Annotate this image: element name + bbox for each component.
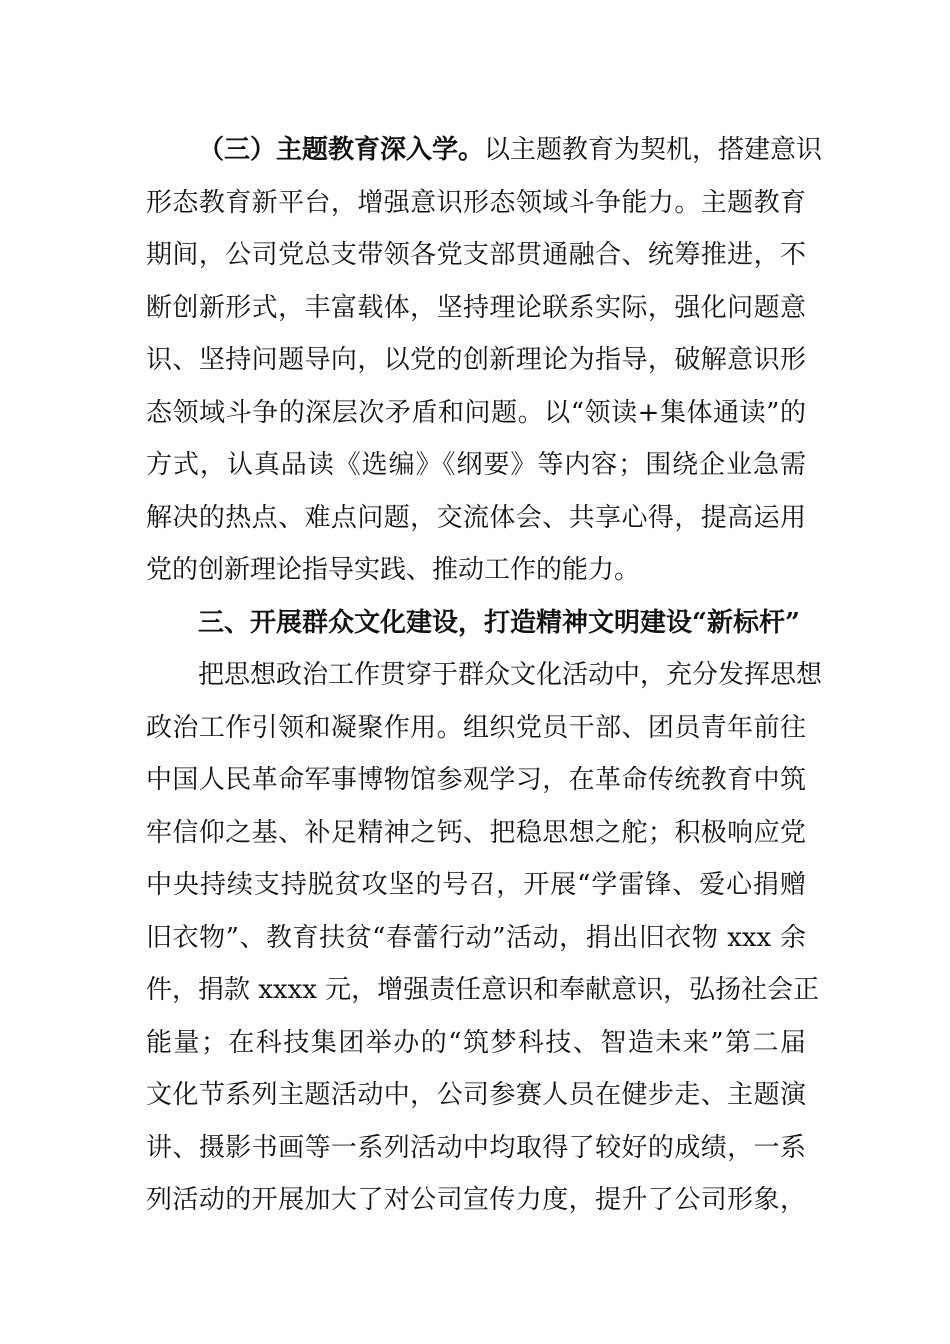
paragraph-line: 文化节系列主题活动中，公司参赛人员在健步走、主题演 [146, 1080, 806, 1110]
paragraph-line: 中央持续支持脱贫攻坚的号召，开展“学雷锋、爱心捐赠 [146, 870, 806, 900]
paragraph-line: 把思想政治工作贯穿于群众文化活动中，充分发挥思想 [198, 660, 823, 690]
paragraph-line: 解决的热点、难点问题，交流体会、共享心得，提高运用 [146, 502, 806, 533]
paragraph-line: 党的创新理论指导实践、推动工作的能力。 [146, 555, 641, 585]
document-body [146, 124, 823, 1227]
paragraph-line: 中国人民革命军事博物馆参观学习，在革命传统教育中筑 [146, 765, 806, 795]
paragraph-line: 态领域斗争的深层次矛盾和问题。以“领读+集体通读”的 [146, 397, 806, 428]
paragraph-line: 方式，认真品读《选编》《纲要》等内容；围绕企业急需 [146, 450, 806, 480]
paragraph-line: 牢信仰之基、补足精神之钙、把稳思想之舵；积极响应党 [146, 817, 806, 848]
paragraph-line: 断创新形式，丰富载体，坚持理论联系实际，强化问题意 [146, 292, 806, 323]
paragraph-line: 期间，公司党总支带领各党支部贯通融合、统筹推进，不 [146, 240, 806, 270]
section-heading: 三、开展群众文化建设，打造精神文明建设“新标杆” [198, 607, 800, 638]
paragraph-line: 能量；在科技集团举办的“筑梦科技、智造未来”第二届 [146, 1027, 806, 1058]
paragraph-line: 政治工作引领和凝聚作用。组织党员干部、团员青年前往 [146, 712, 806, 743]
paragraph-line: 识、坚持问题导向，以党的创新理论为指导，破解意识形 [146, 345, 806, 375]
subsection-title: （三）主题教育深入学。 [198, 135, 485, 165]
subsection-first-line [146, 124, 823, 177]
paragraph-line: 讲、摄影书画等一系列活动中均取得了较好的成绩，一系 [146, 1132, 806, 1163]
subsection-first-line-text: 以主题教育为契机，搭建意识 [484, 135, 823, 165]
paragraph-line: 形态教育新平台，增强意识形态领域斗争能力。主题教育 [146, 187, 806, 218]
paragraph-line: 件，捐款 xxxx 元，增强责任意识和奉献意识，弘扬社会正 [146, 975, 820, 1005]
paragraph-line: 旧衣物”、教育扶贫“春蕾行动”活动，捐出旧衣物 xxx 余 [146, 922, 806, 953]
paragraph-line: 列活动的开展加大了对公司宣传力度，提升了公司形象， [146, 1185, 806, 1215]
